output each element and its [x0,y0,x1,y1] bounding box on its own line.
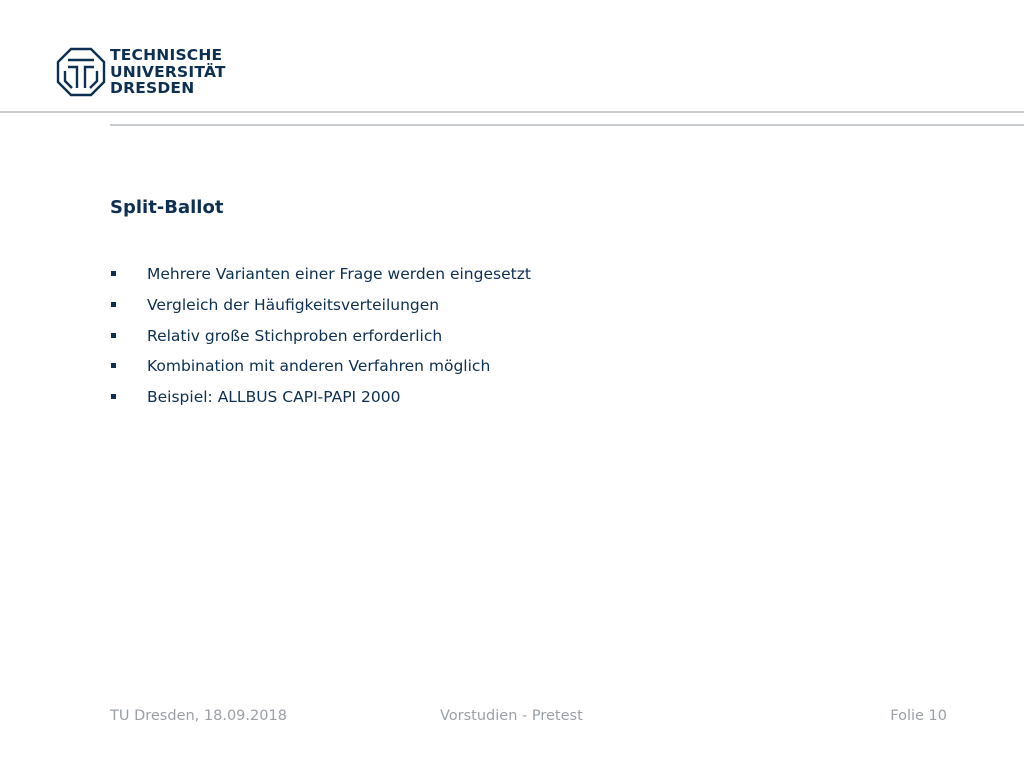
footer-slide-number: Folie 10 [890,708,947,724]
bullet-text: Mehrere Varianten einer Frage werden eingesetzt [147,265,531,283]
bullet-text: Beispiel: ALLBUS CAPI-PAPI 2000 [147,388,401,407]
bullet-list [110,262,531,416]
bullet-item [110,354,531,385]
logo-line-3: DRESDEN [110,79,195,97]
tu-dresden-logo-icon [56,47,106,97]
footer-institution-date: TU Dresden, 18.09.2018 [110,708,287,724]
square-bullet-icon [111,394,116,399]
footer-topic: Vorstudien - Pretest [440,708,583,724]
bullet-text: Kombination mit anderen Verfahren möglich [147,357,491,376]
logo-line-2: UNIVERSITÄT [110,62,226,81]
logo-wordmark [110,47,226,97]
bullet-item [110,324,531,355]
logo-line-1: TECHNISCHE [110,46,223,64]
bullet-item [110,385,531,416]
square-bullet-icon [111,302,116,307]
content-divider [110,124,1024,126]
bullet-text: Relativ große Stichproben erforderlich [147,326,443,345]
bullet-item [110,262,531,293]
bullet-text: Vergleich der Häufigkeitsverteilungen [147,295,440,314]
square-bullet-icon [111,333,116,338]
slide-title: Split-Ballot [110,197,224,218]
square-bullet-icon [111,363,116,368]
square-bullet-icon [111,271,116,276]
header-divider [0,111,1024,113]
bullet-item [110,293,531,324]
